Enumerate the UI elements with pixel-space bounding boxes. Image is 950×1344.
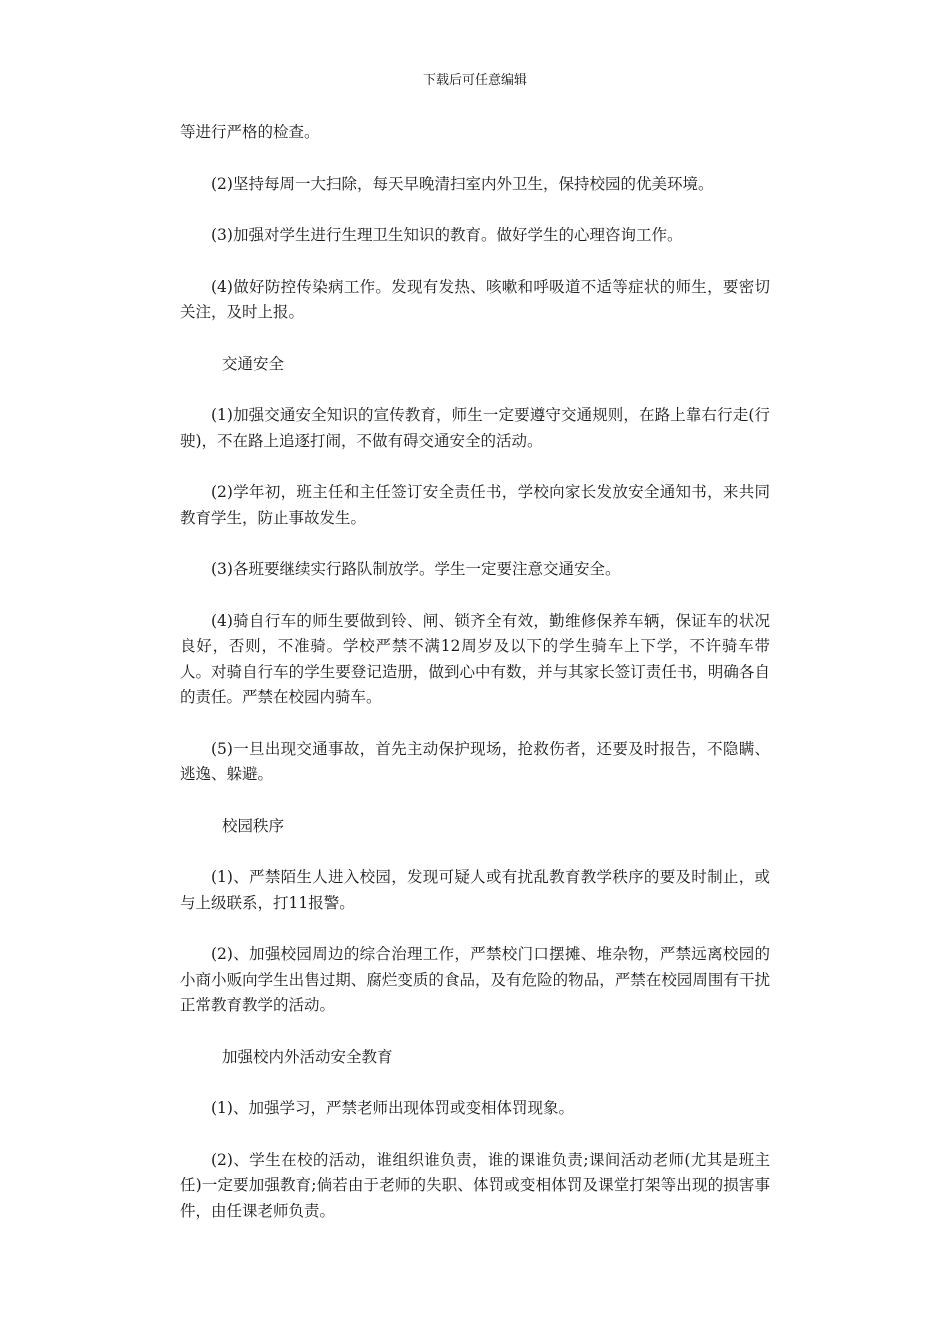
- page-header-note: 下载后可任意编辑: [422, 73, 527, 88]
- paragraph-activity-2: (2)、学生在校的活动，谁组织谁负责，谁的课谁负责;课间活动老师(尤其是班主任)一定要加强教育;倘若由于老师的失职、体罚或变相体罚及课堂打架等出现的损害事件，由任课老师负责。: [180, 1150, 770, 1220]
- paragraph-hygiene-4: (4)做好防控传染病工作。发现有发热、咳嗽和呼吸道不适等症状的师生，要密切关注，及时上报。: [180, 277, 770, 321]
- paragraph-hygiene-3: (3)加强对学生进行生理卫生知识的教育。做好学生的心理咨询工作。: [211, 226, 683, 244]
- paragraph-traffic-4: (4)骑自行车的师生要做到铃、闸、锁齐全有效，勤维修保养车辆，保证车的状况良好，否则，不准骑。学校严禁不满12周岁及以下的学生骑车上下学，不许骑车带人。对骑自行车的学生要登记造册，做到心中有数，并与其家长签订责任书，明确各自的责任。严禁在校园内骑车。: [180, 611, 770, 706]
- section-heading-activity-safety: 加强校内外活动安全教育: [222, 1047, 393, 1066]
- paragraph-hygiene-2: (2)坚持每周一大扫除，每天早晚清扫室内外卫生，保持校园的优美环境。: [211, 174, 714, 193]
- paragraph-order-2: (2)、加强校园周边的综合治理工作，严禁校门口摆摊、堆杂物，严禁远离校园的小商小贩向学生出售过期、腐烂变质的食品，及有危险的物品，严禁在校园周围有干扰正常教育教学的活动。: [180, 945, 770, 1014]
- section-heading-traffic: 交通安全: [222, 354, 285, 373]
- paragraph-order-1: (1)、严禁陌生人进入校园，发现可疑人或有扰乱教育教学秩序的要及时制止，或与上级联系，打11报警。: [180, 868, 770, 912]
- document-body: [180, 120, 770, 1250]
- paragraph-continuation: 等进行严格的检查。: [180, 123, 320, 141]
- paragraph-traffic-1: (1)加强交通安全知识的宣传教育，师生一定要遵守交通规则，在路上靠右行走(行驶)，不在路上追逐打闹，不做有碍交通安全的活动。: [180, 406, 770, 450]
- section-heading-campus-order: 校园秩序: [222, 816, 285, 835]
- paragraph-traffic-3: (3)各班要继续实行路队制放学。学生一定要注意交通安全。: [211, 560, 621, 578]
- paragraph-traffic-5: (5)一旦出现交通事故，首先主动保护现场，抢救伤者，还要及时报告，不隐瞒、逃逸、躲避。: [180, 739, 770, 783]
- paragraph-activity-1: (1)、加强学习，严禁老师出现体罚或变相体罚现象。: [211, 1099, 574, 1117]
- paragraph-traffic-2: (2)学年初，班主任和主任签订安全责任书，学校向家长发放安全通知书，来共同教育学生，防止事故发生。: [180, 483, 770, 527]
